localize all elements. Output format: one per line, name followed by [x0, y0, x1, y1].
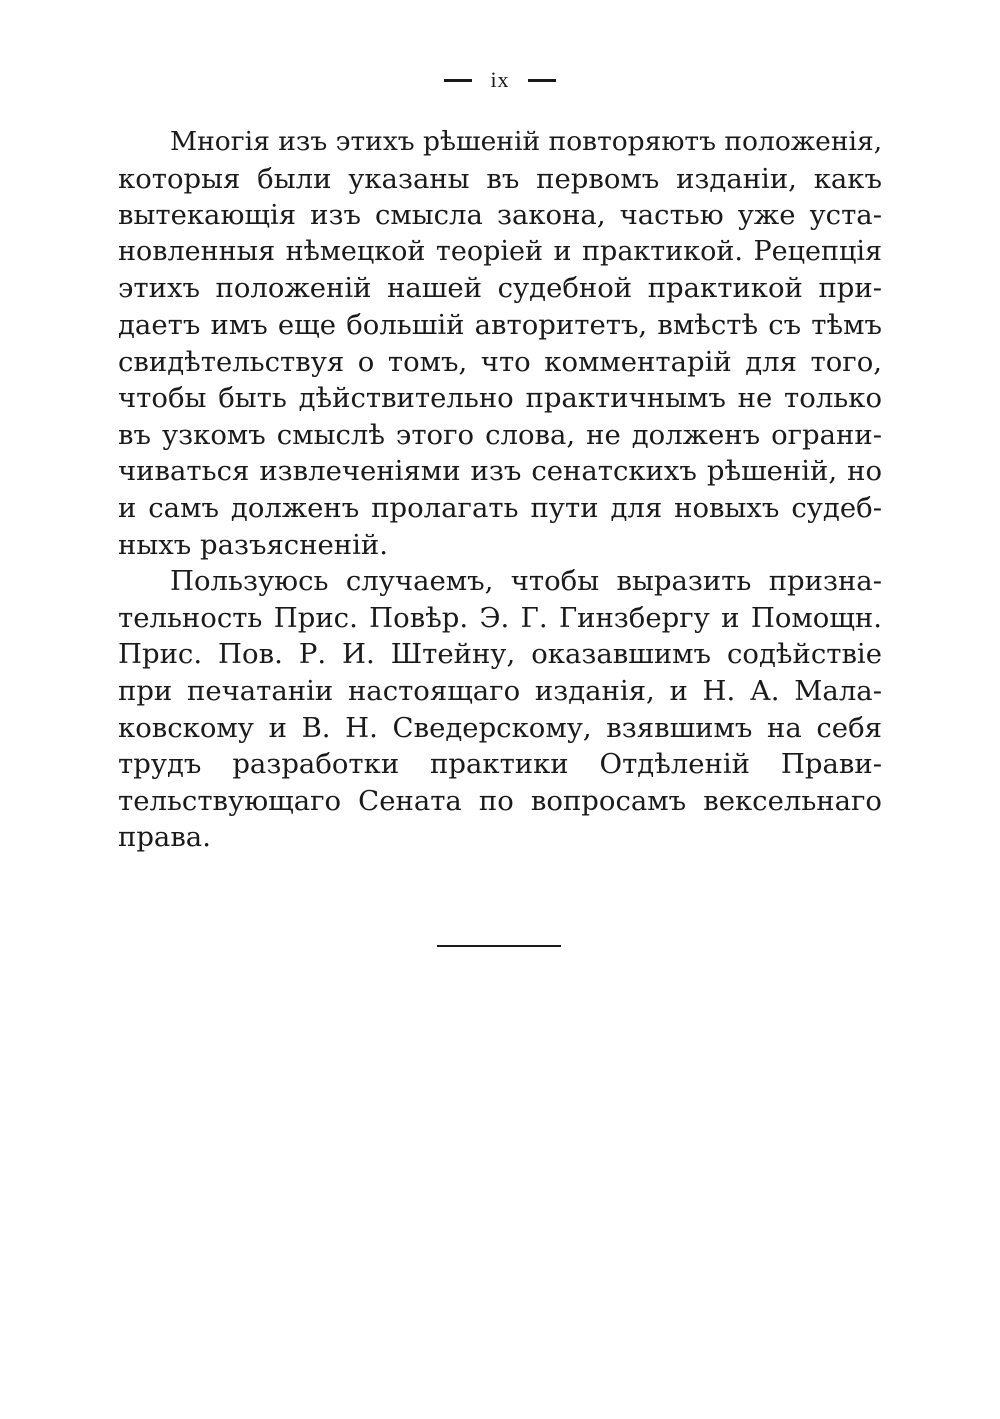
text-line: Пользуюсь случаемъ, чтобы выразить призна- [170, 565, 882, 598]
text-line: даетъ имъ еще большій авторитетъ, вмѣстѣ съ тѣмъ [118, 308, 882, 341]
header-dash-right [528, 79, 556, 82]
page-header [0, 60, 1000, 100]
text-line: чтобы быть дѣйствительно практичнымъ не только [118, 382, 882, 415]
text-line: тельствующаго Сената по вопросамъ вексельнаго [118, 784, 882, 817]
section-end-rule [437, 945, 561, 947]
text-line: вытекающія изъ смысла закона, частью уже уста- [118, 199, 882, 232]
body-text [118, 124, 882, 856]
text-line: Многія изъ этихъ рѣшеній повторяютъ положенія, [170, 126, 883, 157]
paragraph-1 [118, 124, 882, 563]
paragraph-2 [118, 563, 882, 856]
text-line: чиваться извлеченіями изъ сенатскихъ рѣшеній, но [118, 455, 882, 488]
text-line: ковскому и В. Н. Сведерскому, взявшимъ на себя [118, 711, 882, 744]
text-line: при печатаніи настоящаго изданія, и Н. А. Мала- [118, 674, 882, 707]
header-dash-left [444, 79, 472, 82]
page-number: ix [490, 67, 510, 92]
text-line: права. [118, 821, 211, 854]
text-line: въ узкомъ смыслѣ этого слова, не долженъ ограни- [118, 418, 882, 451]
text-line: и самъ долженъ пролагать пути для новыхъ судеб- [118, 491, 882, 524]
text-line: которыя были указаны въ первомъ изданіи, какъ [118, 162, 882, 195]
text-line: свидѣтельствуя о томъ, что комментарій для того, [118, 345, 882, 378]
text-line: Прис. Пов. Р. И. Штейну, оказавшимъ содѣйствіе [118, 638, 882, 671]
text-line: ныхъ разъясненій. [118, 528, 389, 561]
text-line: тельность Прис. Повѣр. Э. Г. Гинзбергу и Помощн. [118, 601, 882, 634]
text-line: трудъ разработки практики Отдѣленій Прави- [118, 748, 882, 781]
text-line: этихъ положеній нашей судебной практикой при- [118, 272, 882, 305]
text-line: новленныя нѣмецкой теоріей и практикой. Рецепція [118, 235, 882, 267]
